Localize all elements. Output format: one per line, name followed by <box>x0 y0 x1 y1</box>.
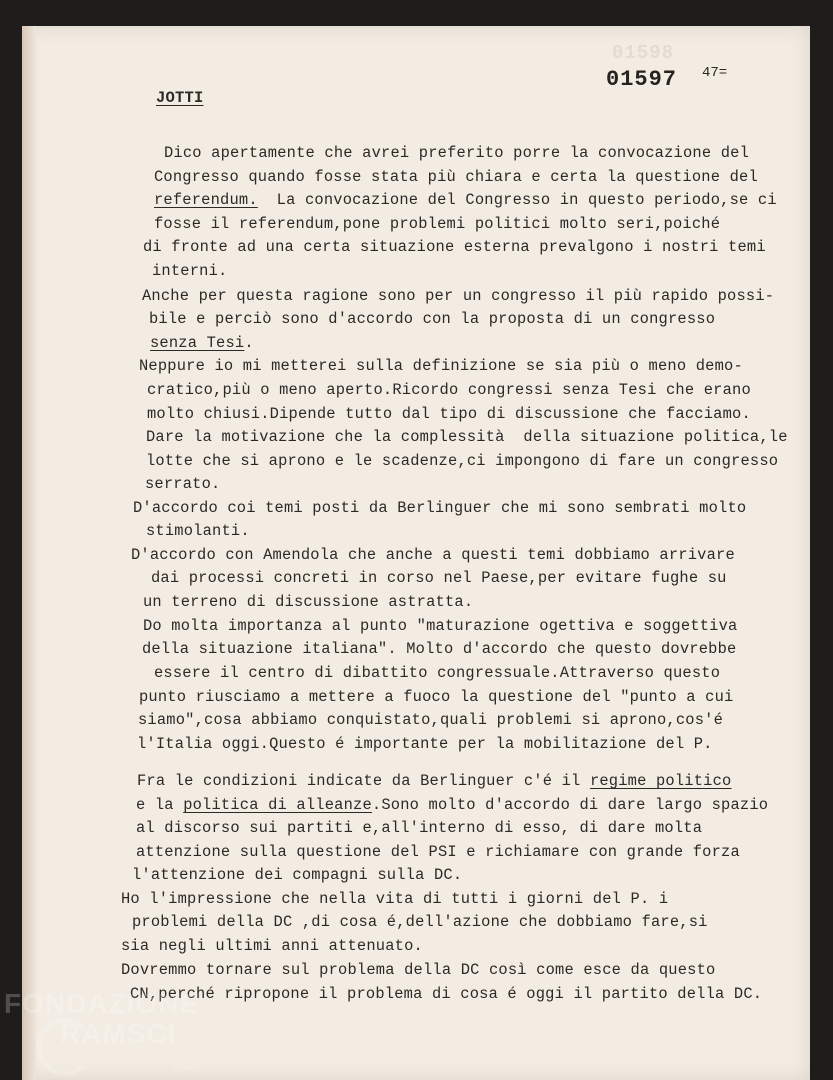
text-line: Neppure io mi metterei sulla definizione se sia più o meno demo- <box>139 357 743 375</box>
text-line: referendum. La convocazione del Congresso in questo periodo,se ci <box>154 191 777 209</box>
text-line: attenzione sulla questione del PSI e richiamare con grande forza <box>136 843 740 861</box>
text-line: Fra le condizioni indicate da Berlinguer c'é il regime politico <box>137 772 732 790</box>
watermark-line: RAMSCI <box>60 1018 177 1049</box>
underlined-text: referendum. <box>154 191 258 209</box>
text-line: CN,perché ripropone il problema di cosa é oggi il partito della DC. <box>130 985 763 1003</box>
text-line: dai processi concreti in corso nel Paese,per evitare fughe su <box>151 569 727 587</box>
text-line: Do molta importanza al punto "maturazione ogettiva e soggettiva <box>143 617 738 635</box>
text-line: Anche per questa ragione sono per un congresso il più rapido possi- <box>142 287 775 305</box>
text-line: cratico,più o meno aperto.Ricordo congressi senza Tesi che erano <box>147 381 751 399</box>
bleed-through-number: 01598 <box>612 42 675 64</box>
text-line: fosse il referendum,pone problemi politici molto seri,poiché <box>154 215 721 233</box>
page-number: 47= <box>702 65 728 81</box>
text-line: serrato. <box>145 475 221 493</box>
underlined-text: regime politico <box>589 772 732 790</box>
text-line: Dico apertamente che avrei preferito porre la convocazione del <box>164 144 750 162</box>
text-line: siamo",cosa abbiamo conquistato,quali problemi si aprono,cos'é <box>138 711 724 729</box>
text-line: un terreno di discussione astratta. <box>143 593 474 611</box>
watermark-line: FONDAZIONE <box>4 988 200 1019</box>
text-line: della situazione italiana". Molto d'accordo che questo dovrebbe <box>142 640 737 658</box>
text-line: problemi della DC ,di cosa é,dell'azione che dobbiamo fare,si <box>132 913 708 931</box>
text-line: essere il centro di dibattito congressuale.Attraverso questo <box>154 664 721 682</box>
page-edge <box>22 26 36 1080</box>
text-line: al discorso sui partiti e,all'interno di esso, di dare molta <box>136 819 703 837</box>
text-line: D'accordo con Amendola che anche a questi temi dobbiamo arrivare <box>131 546 735 564</box>
text-line: senza Tesi. <box>150 334 254 352</box>
text-line: Congresso quando fosse stata più chiara e certa la questione del <box>154 168 758 186</box>
text-line: stimolanti. <box>146 522 250 540</box>
watermark-logo <box>4 988 201 1074</box>
text-line: Dare la motivazione che la complessità della situazione politica,le <box>146 428 788 446</box>
text-line: punto riusciamo a mettere a fuoco la questione del "punto a cui <box>139 688 734 706</box>
text-line: Ho l'impressione che nella vita di tutti i giorni del P. i <box>121 890 669 908</box>
text-line: D'accordo coi temi posti da Berlinguer che mi sono sembrati molto <box>133 499 747 517</box>
text-line: bile e perciò sono d'accordo con la proposta di un congresso <box>149 310 716 328</box>
text-line: l'attenzione dei compagni sulla DC. <box>132 866 463 884</box>
text-line: lotte che si aprono e le scadenze,ci impongono di fare un congresso <box>146 452 779 470</box>
text-line: interni. <box>152 262 228 280</box>
document-number: 01597 <box>606 67 678 92</box>
text-line: l'Italia oggi.Questo é importante per la mobilitazione del P. <box>137 735 713 753</box>
text-line: sia negli ultimi anni attenuato. <box>121 937 423 955</box>
text-line: e la politica di alleanze.Sono molto d'accordo di dare largo spazio <box>136 796 769 814</box>
text-line: molto chiusi.Dipende tutto dal tipo di discussione che facciamo. <box>147 405 751 423</box>
speaker-heading: JOTTI <box>156 89 204 107</box>
watermark-line: onlus <box>174 1062 201 1074</box>
text-line: Dovremmo tornare sul problema della DC così come esce da questo <box>121 961 716 979</box>
text-line: di fronte ad una certa situazione esterna prevalgono i nostri temi <box>143 238 766 256</box>
underlined-text: politica di alleanze <box>183 796 372 814</box>
underlined-text: senza Tesi <box>150 334 245 352</box>
